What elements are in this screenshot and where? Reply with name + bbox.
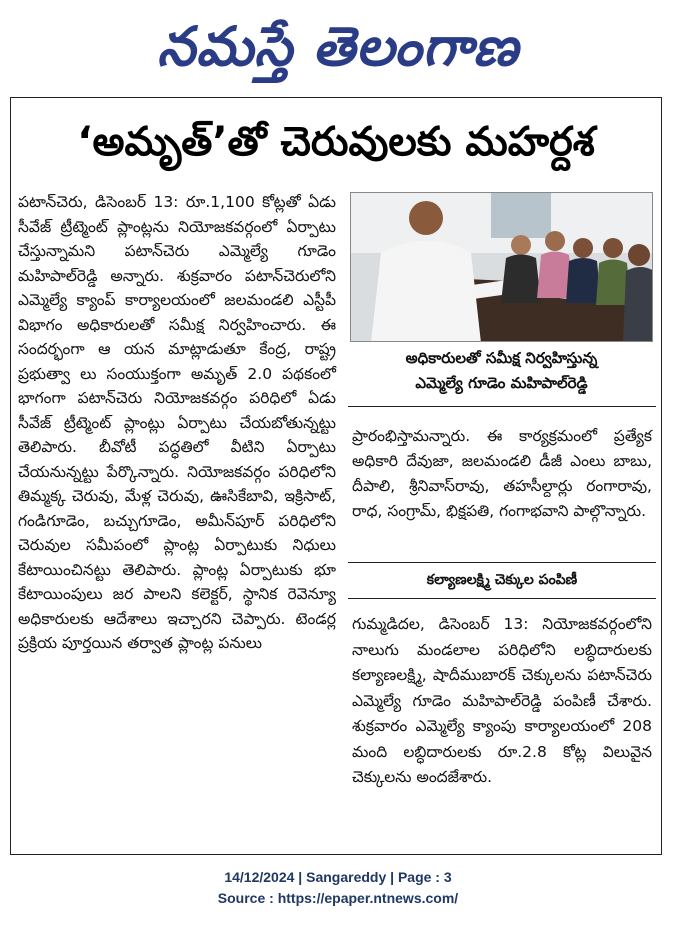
article-column-right: [352, 424, 652, 524]
article-photo: [350, 192, 653, 342]
photo-caption-line1: అధికారులతో సమీక్ష నిర్వహిస్తున్న: [405, 349, 598, 367]
photo-caption: [350, 346, 653, 396]
article-column-left: [18, 190, 336, 656]
article-body-left: పటాన్‌చెరు, డిసెంబర్ 13: రూ.1,100 కోట్లతో ఏడు సీవేజ్ ట్రీట్మెంట్ ప్లాంట్లను నియోజకవర్గంలో ఏర్పాటు చేస్తున్నామని పటాన్‌చెరు ఎమ్మెల్యే గూడెం మహిపాల్‌రెడ్డి అన్నారు. శుక్రవారం పటాన్‌చెరులోని ఎమ్మెల్యే క్యాంప్ కార్యాలయంలో జలమండలి ఎస్టీపీ విభాగం అధికారులతో సమీక్ష నిర్వహించారు. ఈ సందర్భంగా ఆ యన మాట్లాడుతూ కేంద్ర, రాష్ట్ర ప్రభుత్వా లు సంయుక్తంగా అమృత్ 2.0 పథకంలో భాగంగా పటాన్‌చెరు నియోజకవర్గం పరిధిలో ఏడు సీవేజ్ ట్రీట్మెంట్ ప్లాంట్లు ఏర్పాటు చేయబోతున్నట్టు తెలిపారు. బీవోటీ పద్ధతిలో వీటిని ఏర్పాటు చేయనున్నట్టు పేర్కొన్నారు. నియోజకవర్గం పరిధిలోని తిమ్మక్క చెరువు, మేళ్ల చెరువు, ఊసికేబావి, ఇక్రిసాట్, గండిగూడెం, బచ్చుగూడెం, అమీన్‌పూర్ పరిధిలోని చెరువుల సమీపంలో ప్లాంట్ల ఏర్పాటుకు నిధులు కేటాయించినట్టు తెలిపారు. ప్లాంట్ల ఏర్పాటుకు భూ కేటాయింపులు జర పాలని కలెక్టర్, స్థానిక రెవెన్యూ అధికారులకు ఆదేశాలు ఇచ్చారని చెప్పారు. టెండర్ల ప్రక్రియ పూర్తయిన తర్వాత ప్లాంట్ల పనులు: [18, 193, 336, 652]
masthead-title: నమస్తే తెలంగాణ: [157, 15, 519, 78]
sub-article-body: గుమ్మడిదల, డిసెంబర్ 13: నియోజకవర్గంలోని నాలుగు మండలాల పరిధిలోని లబ్ధిదారులకు కల్యాణలక్ష్మి, షాదీముబారక్ చెక్కులను పటాన్‌చెరు ఎమ్మెల్యే గూడెం మహిపాల్‌రెడ్డి పంపిణీ చేశారు. శుక్రవారం ఎమ్మెల్యే క్యాంపు కార్యాలయంలో 208 మంది లబ్ధిదారులకు రూ.2.8 కోట్ల విలువైన చెక్కులను అందజేశారు.: [352, 615, 652, 786]
column-divider-line: [348, 406, 656, 407]
newspaper-masthead: [0, 6, 676, 88]
footer-date-edition: 14/12/2024 | Sangareddy | Page : 3: [224, 869, 452, 885]
section-divider-line: [348, 598, 656, 599]
footer-source-link[interactable]: Source : https://epaper.ntnews.com/: [217, 890, 459, 906]
article-body-right: ప్రారంభిస్తామన్నారు. ఈ కార్యక్రమంలో ప్రత్యేక అధికారి దేవుజా, జలమండలి డీజీ ఎంలు బాబు, దీపాలి, శ్రీనివాస్‌రావు, తహసీల్దార్లు రంగారావు, రాధ, సంగ్రామ్, భిక్షపతి, గంగాభవాని పాల్గొన్నారు.: [352, 427, 652, 520]
photo-caption-line2: ఎమ్మెల్యే గూడెం మహిపాల్‌రెడ్డి: [415, 374, 588, 392]
sub-article-column: [352, 612, 652, 791]
article-headline: ‘అమృత్’తో చెరువులకు మహర్దశ: [77, 119, 595, 165]
section-divider-line: [348, 562, 656, 563]
meeting-photo-illustration: [351, 193, 653, 342]
sub-article-headline: కల్యాణలక్ష్మి చెక్కుల పంపిణీ: [426, 572, 578, 588]
page-footer: [0, 867, 676, 909]
